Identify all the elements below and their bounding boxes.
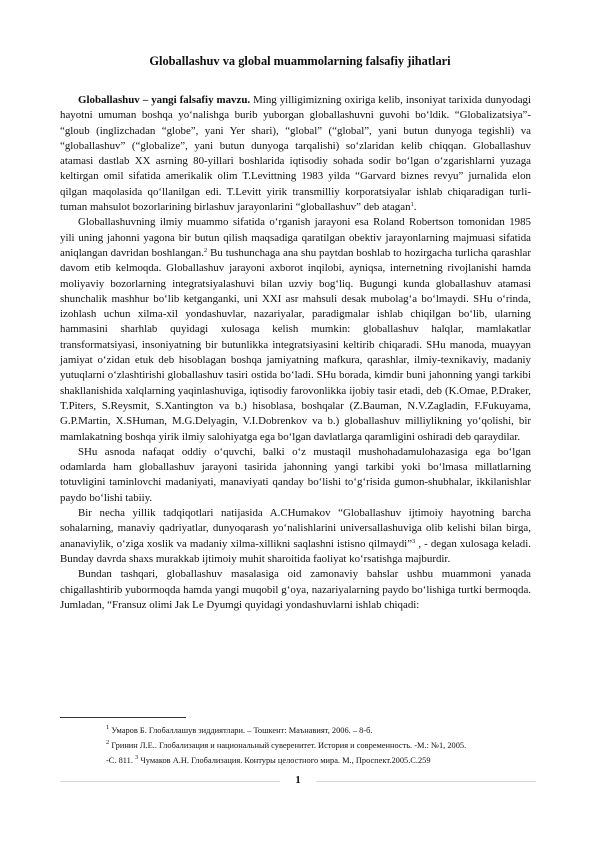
footnote-3 (106, 753, 546, 768)
paragraph-5 (60, 567, 531, 613)
page-number: 1 (295, 774, 301, 786)
paragraph-2 (60, 215, 531, 444)
paragraph-tail: , - degan xulosaga keladi. Bunday davrda shaxs murakkab ijtimoiy muhit sharoitida faoliyat ko‘rsatishga majburdir. (60, 537, 531, 565)
footnote-number: 1 (106, 724, 110, 731)
footnote-continuation: -С. 811. (106, 756, 136, 765)
body-text (60, 93, 531, 613)
paragraph-lead: Globallashuv – yangi falsafiy mavzu. (78, 94, 251, 106)
paragraph-tail: . (413, 201, 417, 214)
footnote-separator (60, 717, 186, 718)
paragraph-text: SHu asnoda nafaqat oddiy o‘quvchi, balki o‘z mustaqil mushohadamulohazasiga ega bo‘lgan odamlarda ham globallashuv jarayoni tasirida jahonning yangi tarkibi yoki bo‘lmasa millatlarning totuvligini taminlovchi madaniyati, manaviyati qanday bo‘lishi to‘g‘risida gumon-shubhalar, ikkilanishlar paydo bo‘lishi tabiiy. (60, 445, 531, 504)
footer-rule-right (316, 781, 536, 782)
paragraph-3 (60, 445, 531, 506)
footnote-text: Гринин Л.Е.. Глобализация и национальный суверенитет. История и современность. -М.: №1, 2005. (109, 741, 467, 750)
paragraph-text: Bir necha yillik tadqiqotlari natijasida A.CHumakov “Globallashuv ijtimoiy hayotning barcha sohalarning, manaviy qadriyatlar, dunyoqarash yo‘nalishlarini universallashuviga olib kelishi bilan birga, ananaviylik, o‘ziga xoslik va madaniy xilma-xillikni saqlashni istisno qilmaydi” (60, 507, 531, 550)
footnote-number: 2 (106, 739, 110, 746)
footer-rule-left (60, 781, 280, 782)
footnote-1 (106, 723, 546, 738)
footnotes (106, 723, 546, 768)
paragraph-1 (60, 93, 531, 215)
footnote-text: Умаров Б. Глобаллашув зиддиятлари. – Тошкент: Маънавият, 2006. – 8-б. (109, 726, 373, 735)
footnote-ref-1[interactable]: 1 (410, 201, 414, 209)
footnote-2 (106, 738, 546, 753)
paragraph-text: Globallashuvning ilmiy muammo sifatida o‘rganish jarayoni esa Roland Robertson tomonidan 1985 yili uning jahonni yagona bir butun qilish maqsadiga qaratilgan obektiv jarayonlarning majmuasi sifatida aniqlangan davridan boshlangan. (60, 216, 531, 259)
footnote-ref-3[interactable]: 3 (412, 537, 416, 545)
paragraph-text: Ming yilligimizning oxiriga kelib, insoniyat tarixida dunyodagi hayotni umuman boshqa yo‘nalishga burib yuborgan globallashuvni guvohi bo‘ldik. “Globalizatsiya”- “gloub (inglizchadan “globe”, yani Yer shari), “global” (“global”, yani butun dunyoga tegishli) va “globallashuv” (“globalize”, yani butun dunyoga tarqalishi) so‘zlaridan kelib chiqqan. Globallashuv atamasi dastlab XX asrning 80-yillari boshlarida iqtisodiy sohada sodir bo‘lgan o‘zgarishlarni yuzaga keltirgan omil sifatida amerikalik olim T.Levittning 1983 yilda “Garvard biznes revyu” jurnalida elon qilgan maqolasida qo‘llanilgan edi. T.Levitt yirik transmilliy korporatsiyalar ishlab chiqaradigan turli-tuman mahsulot bozorlarining birlashuv jarayonlarini “globallashuv” deb atagan (60, 94, 532, 214)
footnote-text: Чумаков А.Н. Глобализация. Контуры целостного мира. М., Проспект.2005.С.259 (138, 756, 431, 765)
footnote-ref-2[interactable]: 2 (203, 246, 208, 254)
paragraph-text: Bundan tashqari, globallashuv masalasiga oid zamonaviy bahslar ushbu muammoni yanada chigallashtirib yubormoqda hamda yangi muqobil g‘oya, nazariyalarning paydo bo‘lishiga turtki bermoqda. Jumladan, “Fransuz olimi Jak Le Dyumgi quyidagi yondashuvlarni ishlab chiqadi: (60, 568, 531, 611)
footnote-number: 3 (135, 754, 139, 761)
paragraph-tail: Bu tushunchaga ana shu paytdan boshlab to hozirgacha turlicha qarashlar davom etib kelmoqda. Globallashuv jarayoni axborot inqilobi, ayniqsa, internetning rivojlanishi hamda moliyaviy bozorlarning integratsiyalashuvi bilan uzviy bog‘liq. Bugungi kunda globallashuv atamasi shunchalik mashhur bo‘lib ketganganki, uni XXI asr mahsuli desak mubolag‘a bo‘lmaydi. SHu o‘rinda, izohlash uchun xilma-xil yondashuvlar, nazariyalar, paradigmalar ishlab chiqilgan bo‘lib, ularning hammasini sharhlab quyidagi xulosaga kelish mumkin: globallashuv halqlar, mamlakatlar transformatsiyasi, insoniyatning bir butunlikka integratsiyasini keltirib chiqaradi. SHu manoda, muayyan jamiyat o‘zidan etuk deb hisoblagan boshqa jamiyatning mafkura, qarashlar, ilmiy-texnikaviy, madaniy yutuqlarni o‘zlashtirishi globallashuv tasiri ostida bo‘ladi. SHu borada, kimdir buni jahonning yangi tarkibi shakllanishida xalqlarning yaqinlashuviga, iqtisodiy farovonlikka ijobiy tasir etadi, deb (K.Omae, P.Draker, T.Piters, S.Reysmit, S.Xantington va b.) hisoblasa, boshqalar (Z.Bauman, N.V.Zagladin, F.Fukuyama, G.P.Martin, X.SHuman, M.G.Delyagin, V.I.Dobrenkov va b.) globallashuv milliylikning yo‘qolishi, bir mamlakatning boshqa yirik ilmiy salohiyatga ega bo‘lgan davlatlarga qaramligini oshiradi deb qaraydilar. (60, 246, 532, 443)
paragraph-4 (60, 506, 531, 567)
document-title: Globallashuv va global muammolarning falsafiy jihatlari (149, 54, 451, 68)
